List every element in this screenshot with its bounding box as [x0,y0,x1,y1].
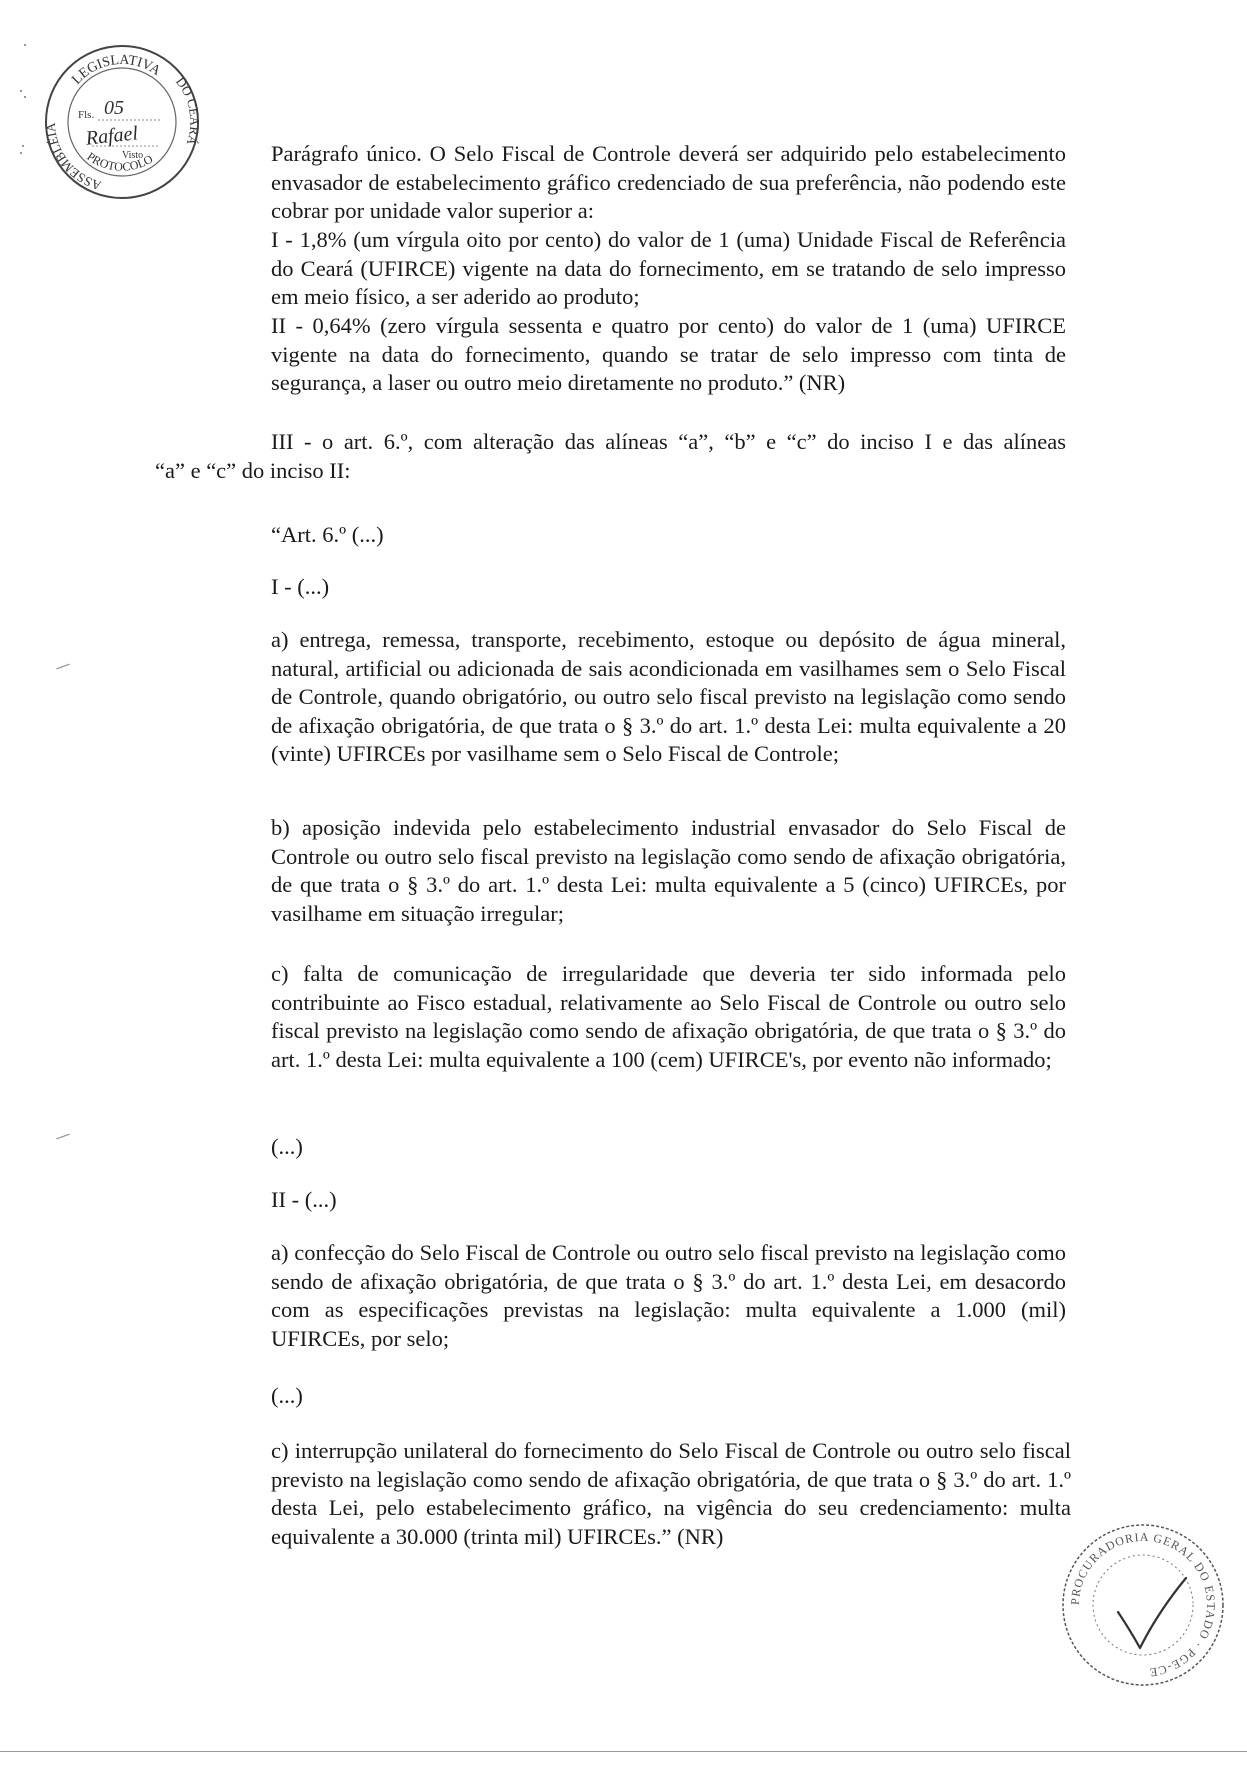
alinea-c-text: c) falta de comunicação de irregularidade que deveria ter sido informada pelo contribuinte ao Fisco estadual, relativamente ao Selo Fiscal de Controle ou outro selo fiscal previsto na legislação como sendo de afixação obrigatória, de que trata o § 3.º do art. 1.º desta Lei: multa equivalente a 100 (cem) UFIRCE's, por evento não informado; [271,961,1066,1072]
pge-stamp [1058,1520,1228,1690]
svg-text:LEGISLATIVA [69,53,163,88]
ellipsis-1: (...) [271,1134,303,1159]
bottom-rule [0,1751,1247,1752]
edge-mark [20,152,22,154]
edge-mark [22,145,24,147]
stamp-top-text: LEGISLATIVA [69,52,164,88]
paragrafo-unico: Parágrafo único. O Selo Fiscal de Controle deverá ser adquirido pelo estabelecimento envasador de estabelecimento gráfico credenciado de sua preferência, não podendo este cobrar por unidade valor superior a: [271,141,1066,224]
ellipsis-2: (...) [271,1383,303,1408]
stamp-fls-number: 05 [104,97,124,119]
stamp-left-text: ASSEMBLÉIA [42,122,103,194]
assembleia-protocol-stamp [42,42,202,202]
inciso-i-text: I - 1,8% (um vírgula oito por cento) do valor de 1 (uma) Unidade Fiscal de Referência do Ceará (UFIRCE) vigente na data do fornecimento, em se tratando de selo impresso em meio físico, a ser aderido ao produto; [271,227,1066,310]
alinea-ii-c-text: c) interrupção unilateral do fornecimento do Selo Fiscal de Controle ou outro selo fiscal previsto na legislação como sendo de afixação obrigatória, de que trata o § 3.º do art. 1.º desta Lei, pelo estabelecimento gráfico, na vigência do seu credenciamento: multa equivalente a 30.000 (trinta mil) UFIRCEs.” (NR) [271,1438,1071,1549]
edge-mark [20,90,22,92]
check-mark-icon [1118,1578,1186,1648]
stamp-bottom-text: PROTOCOLO [84,149,156,174]
edge-mark [24,44,26,46]
alinea-b-text: b) aposição indevida pelo estabelecimento industrial envasador do Selo Fiscal de Controle ou outro selo fiscal previsto na legislação como sendo de afixação obrigatória, de que trata o § 3.º do art. 1.º desta Lei: multa equivalente a 5 (cinco) UFIRCEs, por vasilhame em situação irregular; [271,815,1066,926]
inciso-ii-heading: II - (...) [271,1187,337,1212]
svg-text:PROTOCOLO [84,149,155,174]
svg-text:PROCURADORIA GERAL DO ESTADO · [1068,1530,1218,1680]
alinea-ii-a-text: a) confecção do Selo Fiscal de Controle ou outro selo fiscal previsto na legislação como sendo de afixação obrigatória, de que trata o § 3.º do art. 1.º desta Lei, em desacordo com as especificações previstas na legislação: multa equivalente a 1.000 (mil) UFIRCEs, por selo; [271,1240,1066,1351]
inciso-i-heading: I - (...) [271,574,330,599]
art-6-heading: “Art. 6.º (...) [271,522,384,547]
alinea-a-text: a) entrega, remessa, transporte, recebimento, estoque ou depósito de água mineral, natural, artificial ou adicionada de sais acondicionada em vasilhames sem o Selo Fiscal de Controle, quando obrigatório, ou outro selo fiscal previsto na legislação como sendo de afixação obrigatória, de que trata o § 3.º do art. 1.º desta Lei: multa equivalente a 20 (vinte) UFIRCEs por vasilhame sem o Selo Fiscal de Controle; [271,627,1066,767]
margin-mark [56,1134,69,1140]
stamp-visto-label: Visto [122,150,144,161]
edge-mark [24,96,26,98]
item-iii-line-1: III - o art. 6.º, com alteração das alíneas “a”, “b” e “c” do inciso I e das alíneas [271,429,1066,454]
stamp-fls-label: Fls. [78,109,95,121]
margin-mark [56,664,69,670]
pge-ring-text: PROCURADORIA GERAL DO ESTADO · PGE-CE [1067,1529,1219,1680]
stamp-signature: Rafael [84,122,140,150]
item-iii-line-2: “a” e “c” do inciso II: [155,458,351,483]
inciso-ii-text: II - 0,64% (zero vírgula sessenta e quatro por cento) do valor de 1 (uma) UFIRCE vigente na data do fornecimento, quando se tratar de selo impresso com tinta de segurança, a laser ou outro meio diretamente no produto.” (NR) [271,313,1066,396]
stamp-right-text: DO CEARÁ [172,74,202,147]
